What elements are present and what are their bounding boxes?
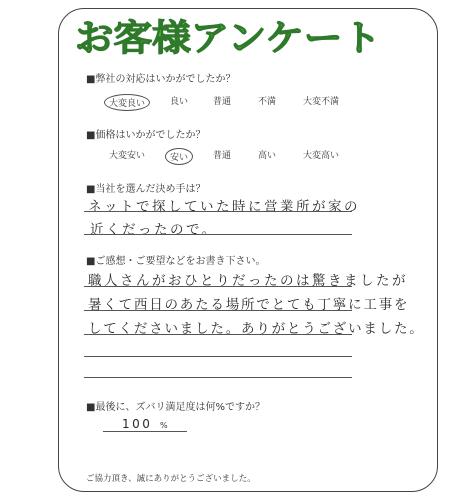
q1-option[interactable]: 普通: [212, 97, 232, 107]
q3-label: ■当社を選んだ決め手は？: [86, 184, 206, 195]
satisfaction-rule: [103, 431, 187, 432]
answer-rule: [84, 211, 352, 212]
q1-option[interactable]: 大変良い: [104, 94, 150, 111]
answer-rule: [84, 234, 352, 235]
q3-answer-line: 近くだったので。: [90, 222, 218, 238]
q3-answer-line: ネットで探していた時に営業所が家の: [88, 199, 360, 215]
footer-thanks: ご協力頂き、誠にありがとうございました。: [86, 474, 256, 484]
answer-rule: [84, 377, 352, 378]
q4-answer-line: してくださいました。ありがとうございました。: [88, 321, 425, 337]
survey-title-text: お客様アンケート: [75, 18, 381, 59]
q2-option[interactable]: 高い: [257, 151, 277, 161]
survey-title: [72, 12, 384, 62]
q2-option[interactable]: 普通: [212, 151, 232, 161]
q2-option[interactable]: 大変高い: [302, 151, 340, 161]
q1-option[interactable]: 良い: [169, 97, 189, 107]
percent-unit: %: [160, 421, 168, 430]
q2-label: ■価格はいかがでしたか？: [86, 130, 206, 141]
q1-option[interactable]: 大変不満: [302, 97, 340, 107]
q4-answer-line: 暑くて西日のあたる場所でとても丁寧に工事を: [88, 297, 410, 313]
q5-label: ■最後に、ズバリ満足度は何%ですか？: [86, 402, 265, 413]
q1-option[interactable]: 不満: [257, 97, 277, 107]
q2-option[interactable]: 大変安い: [108, 151, 146, 161]
q4-label: ■ご感想・ご要望などをお書き下さい。: [86, 256, 266, 267]
q2-option[interactable]: 安い: [165, 148, 193, 165]
satisfaction-value: 100: [122, 417, 153, 431]
answer-rule: [84, 286, 352, 287]
answer-rule: [84, 356, 352, 357]
answer-rule: [84, 334, 352, 335]
q4-answer-line: 職人さんがおひとりだったのは驚きましたが: [88, 273, 408, 289]
q1-label: ■弊社の対応はいかがでしたか？: [86, 74, 236, 85]
answer-rule: [84, 310, 352, 311]
